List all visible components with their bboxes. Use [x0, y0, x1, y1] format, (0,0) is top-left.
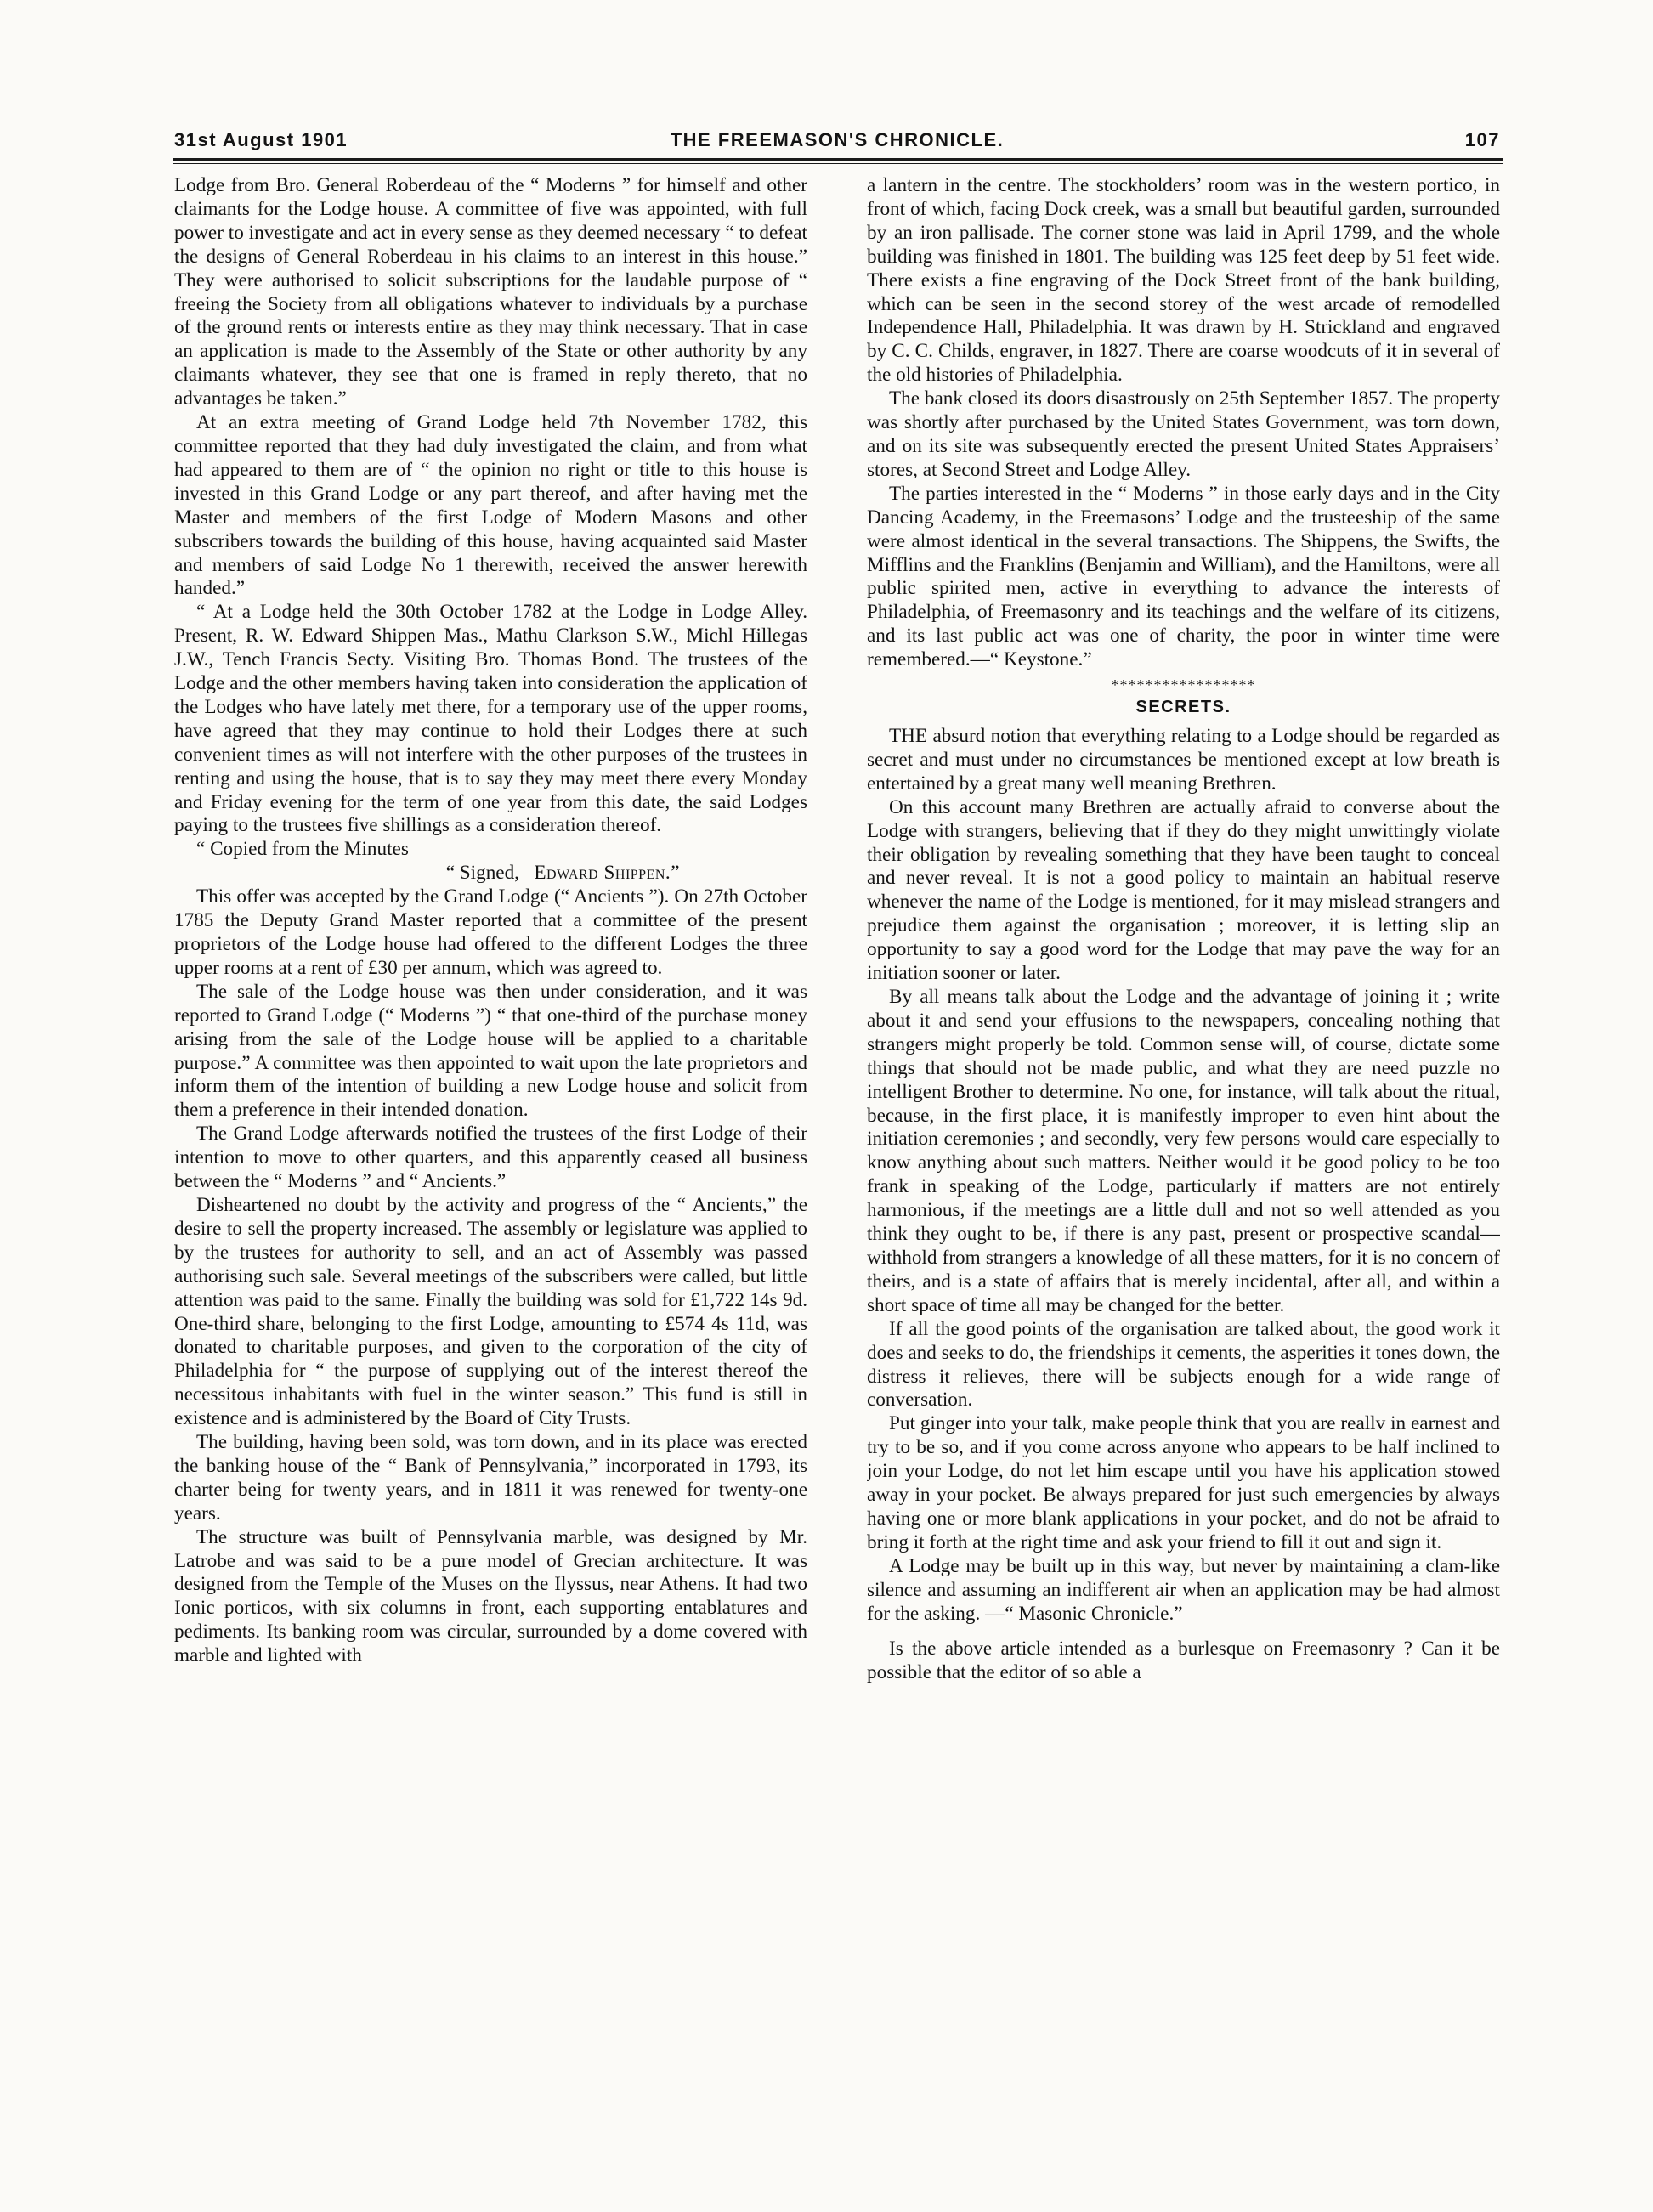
paragraph: Is the above article intended as a burlesque on Freemasonry ? Can it be possible that the editor of so able a — [867, 1638, 1500, 1684]
paragraph: This offer was accepted by the Grand Lodge (“ Ancients ”). On 27th October 1785 the Deputy Grand Master reported that a committee of the present proprietors of the Lodge house had offered to the different Lodges the three upper rooms at a rent of £30 per annum, which was agreed to. — [174, 885, 807, 979]
paragraph: Disheartened no doubt by the activity and progress of the “ Ancients,” the desire to sell the property increased. The assembly or legislature was applied to by the trustees for authority to sell, and an act of Assembly was passed authorising such sale. Several meetings of the subscribers were called, but little attention was paid to the same. Finally the building was sold for £1,722 14s 9d. One-third share, belonging to the first Lodge, amounting to £574 4s 11d, was donated to charitable purposes, and given to the corporation of the city of Philadelphia for “ the purpose of supplying out of the interest thereof the necessitous inhabitants with fuel in the winter season.” This fund is still in existence and is administered by the Board of City Trusts. — [174, 1193, 807, 1430]
signature-name: Edward Shippen.” — [534, 862, 680, 885]
signature-line — [174, 862, 807, 885]
paragraph: At an extra meeting of Grand Lodge held 7th November 1782, this committee reported that they had duly investigated the claim, and from what had appeared to them are of “ the opinion no right or title to this house is invested in this Grand Lodge or any part thereof, and after having met the Master and members of the first Lodge of Modern Masons and other subscribers towards the building of this house, having acquainted said Master and members of said Lodge No 1 therewith, received the answer herewith handed.” — [174, 411, 807, 600]
page-number: 107 — [1464, 129, 1500, 150]
paragraph: “ At a Lodge held the 30th October 1782 at the Lodge in Lodge Alley. Present, R. W. Edward Shippen Mas., Mathu Clarkson S.W., Michl Hillegas J.W., Tench Francis Secty. Visiting Bro. Thomas Bond. The trustees of the Lodge and the other members having taken into consideration the application of the Lodges who have lately met there, for a temporary use of the upper rooms, have agreed that they may continue to hold their Lodges there at such convenient times as will not interfere with the other purposes of the trustees in renting and using the house, that is to say they may meet there every Monday and Friday evening for the term of one year from this date, the said Lodges paying to the trustees five shillings as a consideration thereof. — [174, 601, 807, 837]
left-column — [174, 174, 807, 2167]
section-divider: ***************** — [1111, 676, 1256, 694]
section-heading: SECRETS. — [1135, 698, 1231, 717]
paragraph: The structure was built of Pennsylvania marble, was designed by Mr. Latrobe and was said to be a pure model of Grecian architecture. It was designed from the Temple of the Muses on the Ilyssus, near Athens. It had two Ionic porticos, with six columns in front, each supporting entablatures and pediments. Its banking room was circular, surrounded by a dome covered with marble and lighted with — [174, 1525, 807, 1667]
right-column — [867, 174, 1500, 2167]
paragraph: “ Copied from the Minutes — [196, 838, 409, 861]
paragraph: If all the good points of the organisation are talked about, the good work it does and seeks to do, the friendships it cements, the asperities it tones down, the distress it relieves, there will be subjects enough for a wide range of conversation. — [867, 1317, 1500, 1411]
paragraph: By all means talk about the Lodge and the advantage of joining it ; write about it and send your effusions to the newspapers, concealing nothing that strangers might properly be told. Common sense will, of course, dictate some things that should not be made public, and what they are need puzzle no intelligent Brother to determine. No one, for instance, will talk about the ritual, because, in the first place, it is manifestly improper to even hint about the initiation ceremonies ; and secondly, very few persons would care especially to know anything about such matters. Neither would it be good policy to be too frank in speaking of the Lodge, particularly if matters are not entirely harmonious, if the meetings are a little dull and not so well attended as you think they ought to be, if there is any past, present or prospective scandal—withhold from strangers a knowledge of all these matters, for it is no concern of theirs, and is a state of affairs that is merely incidental, after all, and within a short space of time all may be changed for the better. — [867, 986, 1500, 1316]
paragraph: The bank closed its doors disastrously on 25th September 1857. The property was shortly after purchased by the United States Government, was torn down, and on its site was subsequently erected the present United States Appraisers’ stores, at Second Street and Lodge Alley. — [867, 388, 1500, 481]
paragraph: The sale of the Lodge house was then under consideration, and it was reported to Grand Lodge (“ Moderns ”) “ that one-third of the purchase money arising from the sale of the Lodge house will be applied to a charitable purpose.” A committee was then appointed to wait upon the late proprietors and inform them of the intention of building a new Lodge house and solicit from them a preference in their intended donation. — [174, 980, 807, 1122]
paragraph: A Lodge may be built up in this way, but never by maintaining a clam-like silence and assuming an indifferent air when an application may be had almost for the asking. —“ Masonic Chronicle.” — [867, 1554, 1500, 1625]
header-rule-thick — [173, 158, 1503, 161]
paragraph: Put ginger into your talk, make people think that you are reallv in earnest and try to be so, and if you come across anyone who appears to be half inclined to join your Lodge, do not let him escape until you have his application stowed away in your pocket. Be always prepared for just such emergencies by always having one or more blank applications in your pocket, and do not be afraid to bring it forth at the right time and ask your friend to fill it out and sign it. — [867, 1412, 1500, 1553]
paragraph: The building, having been sold, was torn down, and in its place was erected the banking house of the “ Bank of Pennsylvania,” incorporated in 1793, its charter being for twenty years, and in 1811 it was renewed for twenty-one years. — [174, 1431, 807, 1525]
paragraph: Lodge from Bro. General Roberdeau of the “ Moderns ” for himself and other claimants for the Lodge house. A committee of five was appointed, with full power to investigate and act in every sense as they deemed necessary “ to defeat the designs of General Roberdeau in his claims to an interest in this house.” They were authorised to solicit subscriptions for the laudable purpose of “ freeing the Society from all obligations whatever to individuals by a purchase of the ground rents or interests entire as they may think necessary. That in case an application is made to the Assembly of the State or other authority by any claimants whatever, they see that one is framed in reply thereto, that no advantages be taken.” — [174, 174, 807, 410]
paragraph: On this account many Brethren are actually afraid to converse about the Lodge with strangers, believing that if they do they might unwittingly violate their obligation by revealing something that they have been taught to conceal and never reveal. It is not a good policy to maintain an habitual reserve whenever the name of the Lodge is mentioned, for it may mislead strangers and prejudice them against the organisation ; moreover, it is letting slip an opportunity to say a good word for the Lodge that may pave the way for an initiation sooner or later. — [867, 795, 1500, 985]
header-date: 31st August 1901 — [174, 129, 348, 150]
paragraph: The Grand Lodge afterwards notified the trustees of the first Lodge of their intention to move to other quarters, and this apparently ceased all business between the “ Moderns ” and “ Ancients.” — [174, 1123, 807, 1193]
page-header — [174, 129, 1500, 158]
paragraph: a lantern in the centre. The stockholders’ room was in the western portico, in front of which, facing Dock creek, was a small but beautiful garden, surrounded by an iron pallisade. The corner stone was laid in April 1799, and the whole building was finished in 1801. The building was 125 feet deep by 51 feet wide. There exists a fine engraving of the Dock Street front of the bank building, which can be seen in the second storey of the west arcade of remodelled Independence Hall, Philadelphia. It was drawn by H. Strickland and engraved by C. C. Childs, engraver, in 1827. There are coarse woodcuts of it in several of the old histories of Philadelphia. — [867, 174, 1500, 387]
paragraph: THE absurd notion that everything relating to a Lodge should be regarded as secret and must under no circumstances be mentioned except at low breath is entertained by a great many well meaning Brethren. — [867, 725, 1500, 795]
signature-prefix: “ Signed, — [445, 862, 519, 885]
header-rule-thin — [173, 163, 1503, 164]
header-title: THE FREEMASON'S CHRONICLE. — [670, 129, 1005, 150]
paragraph: The parties interested in the “ Moderns ” in those early days and in the City Dancing Academy, in the Freemasons’ Lodge and the trusteeship of the same were almost identical in the several transactions. The Shippens, the Swifts, the Mifflins and the Franklins (Benjamin and William), and the Hamiltons, were all public spirited men, active in everything to advance the interests of Philadelphia, of Freemasonry and its teachings and the welfare of its citizens, and its last public act was one of charity, the poor in winter time were remembered.—“ Keystone.” — [867, 482, 1500, 671]
